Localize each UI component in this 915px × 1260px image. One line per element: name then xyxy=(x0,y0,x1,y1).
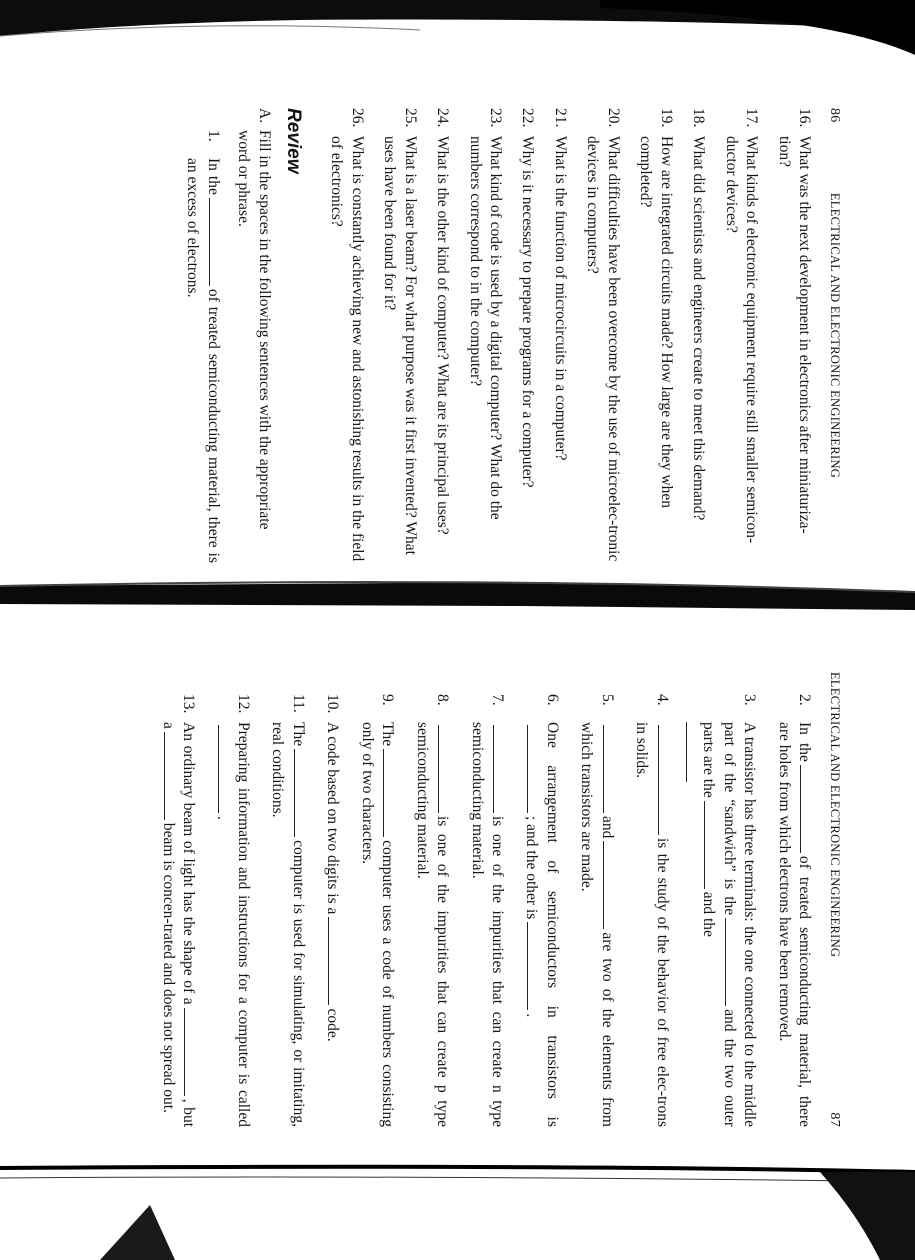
page-fold-shadow xyxy=(0,580,915,616)
answer-blank[interactable] xyxy=(725,918,727,1006)
answer-blank[interactable] xyxy=(218,725,220,813)
review-item-8: 8. is one of the impurities that can create p type semiconducting material. xyxy=(413,694,452,1127)
question-17: 17. What kinds of electronic equipment require still smaller semicon-ductor devices? xyxy=(722,108,761,544)
question-23: 23. What kind of code is used by a digital computer? What do the numbers correspond to in the computer? xyxy=(466,108,505,520)
running-head-title: ELECTRICAL AND ELECTRONIC ENGINEERING xyxy=(828,192,842,479)
answer-blank[interactable] xyxy=(704,801,706,889)
review-item-2: 2. In theof treated semiconducting material, there are holes from which electrons have been removed. xyxy=(775,694,813,1127)
review-item-5: 5. andare two of the elements from which transistors are made. xyxy=(578,694,616,1127)
answer-blank[interactable] xyxy=(603,725,605,813)
review-item-10: 10. A code based on two digits is acode. xyxy=(324,694,342,1042)
review-item-7: 7. is one of the impurities that can create n type semiconducting material. xyxy=(468,694,507,1127)
section-a-instructions: A. Fill in the spaces in the following sentences with the appropriate word or phrase. xyxy=(235,108,273,530)
question-25: 25. What is a laser beam? For what purpose was it first invented? What uses have been found for it? xyxy=(381,108,419,555)
review-item-12: 12. Preparing information and instructions for a computer is called. xyxy=(214,694,252,1127)
page-86 xyxy=(162,108,842,563)
question-22: 22. Why is it necessary to prepare programs for a computer? xyxy=(519,108,537,488)
scan-shadow-bottom xyxy=(0,1150,915,1260)
scan-shadow-top xyxy=(0,0,915,70)
answer-blank[interactable] xyxy=(294,749,296,837)
review-item-1: 1. In theof treated semiconducting material, there is an excess of electrons. xyxy=(184,130,222,563)
question-20: 20. What difficulties have been overcome by the use of microelec-tronic devices in computers? xyxy=(584,108,622,562)
answer-blank[interactable] xyxy=(493,725,495,813)
review-item-3: 3. A transistor has three terminals: the one connected to the middle part of the “sandwich” is theand the two outer parts are theand the xyxy=(686,694,759,1127)
answer-blank[interactable] xyxy=(527,725,529,813)
question-26: 26. What is constantly achieving new and astonishing results in the field of electronics? xyxy=(328,108,366,562)
answer-blank[interactable] xyxy=(800,765,802,853)
running-head-86 xyxy=(814,108,842,563)
answer-blank[interactable] xyxy=(686,722,688,782)
review-item-13: 13. An ordinary beam of light has the shape of a, but abeam is concen-trated and does not spread out. xyxy=(159,694,198,1127)
answer-blank[interactable] xyxy=(658,725,660,835)
answer-blank[interactable] xyxy=(184,1008,186,1096)
running-head-87 xyxy=(814,672,842,1127)
answer-blank[interactable] xyxy=(383,749,385,837)
question-16: 16. What was the next development in electronics after miniaturiza-tion? xyxy=(775,108,813,534)
review-item-9: 9. Thecomputer uses a code of numbers consisting only of two characters. xyxy=(358,694,397,1127)
question-18: 18. What did scientists and engineers create to meet this demand? xyxy=(690,108,708,521)
answer-blank[interactable] xyxy=(603,841,605,929)
review-item-4: 4. is the study of the behavior of free elec-trons in solids. xyxy=(633,694,671,1127)
question-21: 21. What is the function of microcircuits in a computer? xyxy=(551,108,569,461)
question-24: 24. What is the other kind of computer? What are its principal uses? xyxy=(434,108,452,535)
answer-blank[interactable] xyxy=(527,922,529,1010)
answer-blank[interactable] xyxy=(209,198,211,286)
review-item-6: 6. One arrangement of semiconductors in transistors is; and the other is. xyxy=(523,694,561,1127)
answer-blank[interactable] xyxy=(438,725,440,813)
page-87 xyxy=(102,672,842,1127)
answer-blank[interactable] xyxy=(328,917,330,1005)
page-number: 86 xyxy=(827,108,842,123)
review-heading: Review xyxy=(282,108,304,174)
question-19: 19. How are integrated circuits made? How large are they when completed? xyxy=(637,108,675,508)
review-item-11: 11. Thecomputer is used for simulating, or imitating, real conditions. xyxy=(269,694,307,1127)
answer-blank[interactable] xyxy=(164,732,166,820)
running-head-title: ELECTRICAL AND ELECTRONIC ENGINEERING xyxy=(828,672,842,958)
page-number: 87 xyxy=(827,1112,842,1127)
